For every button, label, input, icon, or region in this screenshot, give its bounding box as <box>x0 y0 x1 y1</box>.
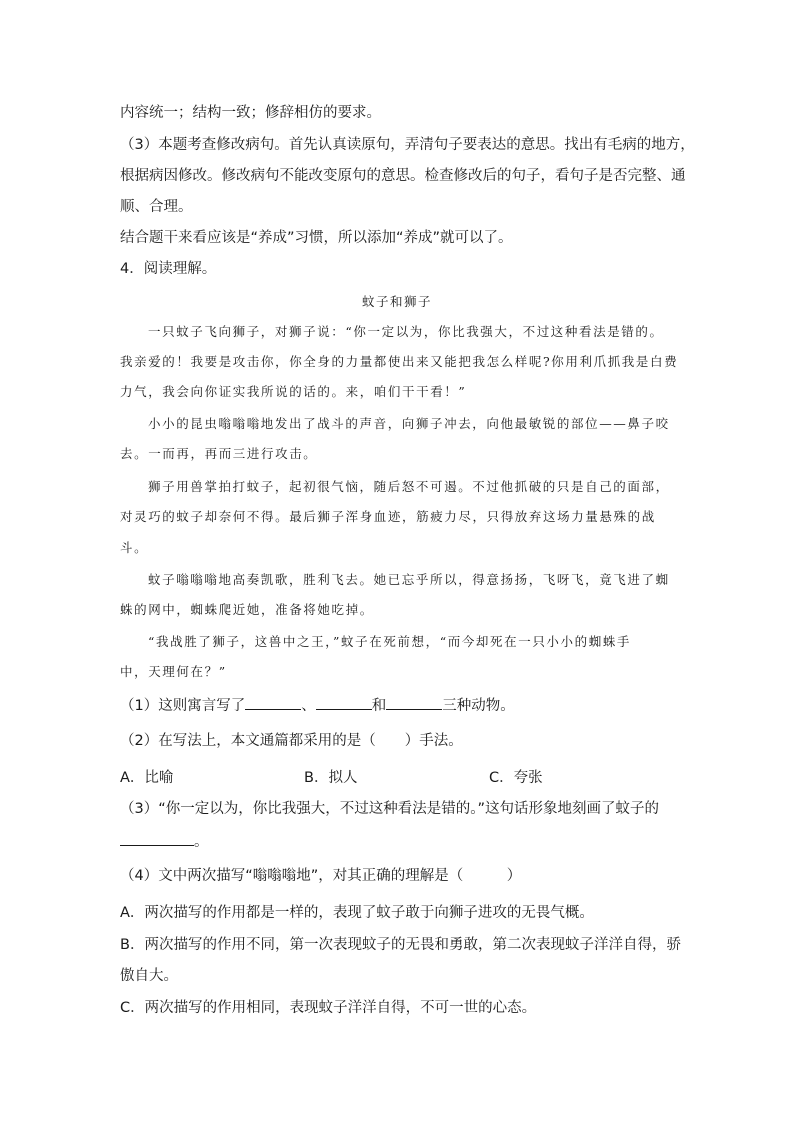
option-b[interactable]: B．两次描写的作用不同，第一次表现蚊子的无畏和勇敢，第二次表现蚊子洋洋自得，骄 <box>120 937 681 953</box>
option-a[interactable]: A．两次描写的作用都是一样的，表现了蚊子敢于向狮子进攻的无畏气概。 <box>120 905 594 921</box>
passage-title: 蚊子和狮子 <box>361 294 432 309</box>
answer-blank[interactable] <box>120 831 194 846</box>
answer-line: 内容统一；结构一致；修辞相仿的要求。 <box>120 105 381 121</box>
answer-line: （3）本题考查修改病句。首先认真读原句，弄清句子要表达的意思。找出有毛病的地方， <box>120 137 695 153</box>
passage-line: 斗。 <box>120 540 149 555</box>
passage-line: 去。一而再，再而三进行攻击。 <box>120 446 318 461</box>
passage-line: 一只蚊子飞向狮子，对狮子说：“你一定以为，你比我强大，不过这种看法是错的。 <box>148 324 664 339</box>
answer-line: 结合题干来看应该是“养成”习惯，所以添加“养成”就可以了。 <box>120 230 513 246</box>
option-a[interactable]: A．比喻 <box>120 770 174 786</box>
subquestion-2: （2）在写法上，本文通篇都采用的是（ ）手法。 <box>120 733 463 749</box>
subquestion-3-answer: 。 <box>120 831 209 852</box>
answer-line: 根据病因修改。修改病句不能改变原句的意思。检查修改后的句子，看句子是否完整、通 <box>120 168 686 184</box>
subquestion-1: （1）这则寓言写了 、 和 三种动物。 <box>120 695 515 716</box>
question-heading: 4．阅读理解。 <box>120 261 217 277</box>
answer-blank[interactable] <box>386 695 442 710</box>
passage-line: “我战胜了狮子，这兽中之王，”蚊子在死前想，“而今却死在一只小小的蜘蛛手 <box>148 634 632 649</box>
passage-line: 蛛的网中，蜘蛛爬近她，准备将她吃掉。 <box>120 602 374 617</box>
subquestion-4: （4）文中两次描写“嗡嗡嗡地”，对其正确的理解是（ ） <box>120 868 522 884</box>
passage-line: 力气，我会向你证实我所说的话的。来，咱们干干看！” <box>120 384 467 399</box>
subquestion-3: （3）“你一定以为，你比我强大，不过这种看法是错的。”这句话形象地刻画了蚊子的 <box>120 801 659 817</box>
passage-line: 小小的昆虫嗡嗡嗡地发出了战斗的声音，向狮子冲去，向他最敏锐的部位——鼻子咬 <box>148 416 670 431</box>
answer-blank[interactable] <box>316 695 372 710</box>
passage-line: 狮子用兽掌拍打蚊子，起初很气恼，随后怒不可遏。不过他抓破的只是自己的面部， <box>148 479 670 494</box>
option-b[interactable]: B．拟人 <box>304 770 358 786</box>
answer-blank[interactable] <box>245 695 301 710</box>
passage-line: 我亲爱的！我要是攻击你，你全身的力量都使出来又能把我怎么样呢?你用利爪抓我是白费 <box>120 354 679 369</box>
option-c[interactable]: C．夸张 <box>489 770 543 786</box>
option-c[interactable]: C．两次描写的作用相同，表现蚊子洋洋自得，不可一世的心态。 <box>120 1000 537 1016</box>
passage-line: 蚊子嗡嗡嗡地高奏凯歌，胜利飞去。她已忘乎所以，得意扬扬，飞呀飞，竟飞进了蜘 <box>148 572 670 587</box>
option-b-continued[interactable]: 傲自大。 <box>120 968 178 984</box>
passage-line: 对灵巧的蚊子却奈何不得。最后狮子浑身血迹，筋疲力尽，只得放弃这场力量悬殊的战 <box>120 509 656 524</box>
answer-line: 顺、合理。 <box>120 199 193 215</box>
passage-line: 中，天理何在？” <box>120 664 227 679</box>
